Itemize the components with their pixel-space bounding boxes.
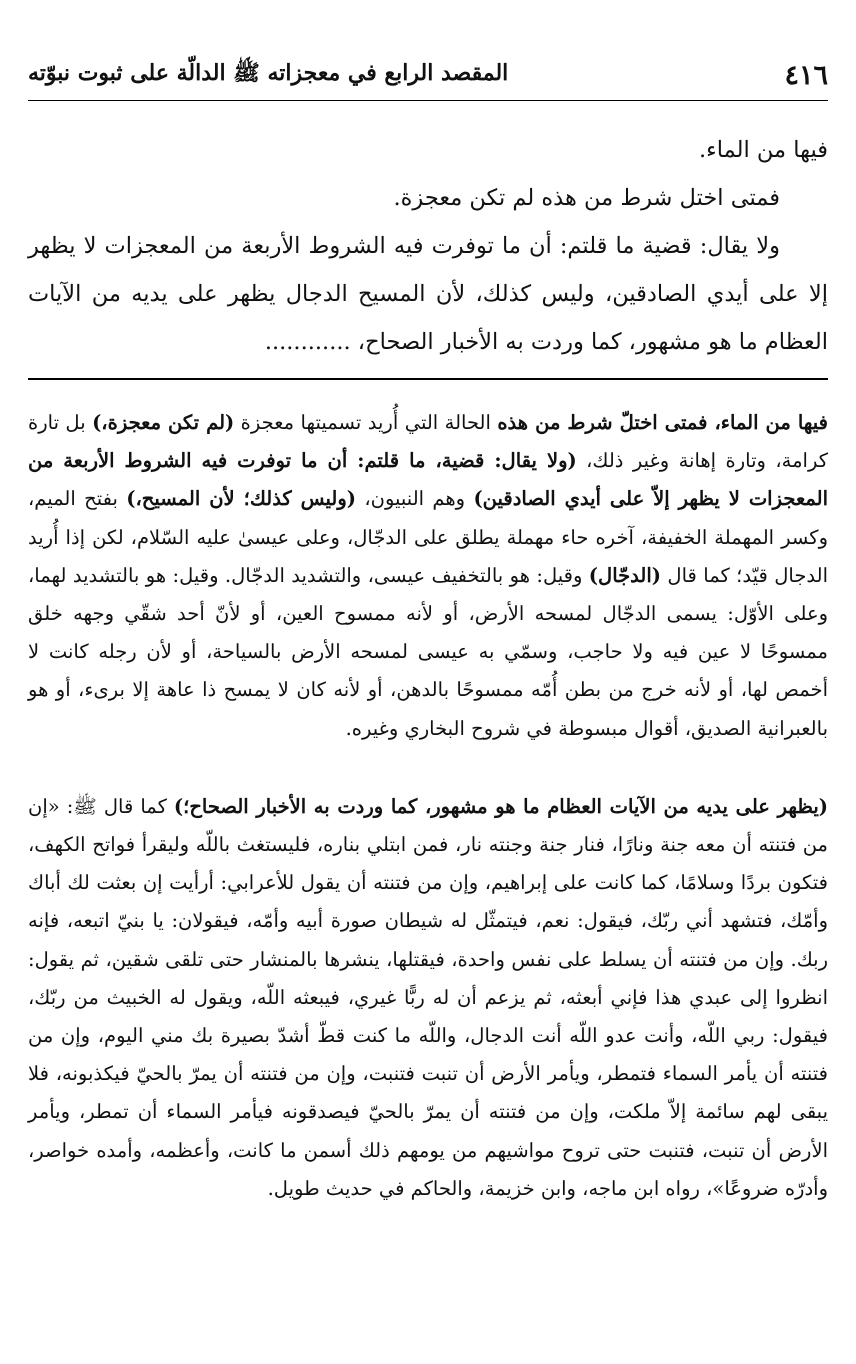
commentary-text: وهم النبيون، xyxy=(356,487,474,511)
quoted-main-text: (يظهر على يديه من الآيات العظام ما هو مشهور، كما وردت به الأخبار الصحاح؛) xyxy=(173,794,828,818)
page-header xyxy=(28,50,828,101)
commentary-block xyxy=(28,404,828,1208)
main-paragraph: فمتى اختل شرط من هذه لم تكن معجزة. xyxy=(393,185,780,211)
quoted-main-text: (لم تكن معجزة،) xyxy=(92,411,235,434)
main-paragraph: فيها من الماء. xyxy=(699,137,828,163)
quoted-main-text: (ولا يقال: قضية، ما قلتم: أن ما توفرت فيه الشروط الأربعة من المعجزات لا يظهر إلاّ على أيدي الصادقين) xyxy=(28,449,828,511)
commentary-text: بل تارة كرامة، وتارة إهانة وغير ذلك، xyxy=(28,411,828,473)
commentary-paragraph xyxy=(28,404,828,748)
commentary-paragraph xyxy=(28,788,828,1208)
footnote-separator xyxy=(28,378,828,380)
main-text-block xyxy=(28,126,828,366)
quoted-main-text: (الدجّال) xyxy=(588,563,662,587)
main-paragraph: ولا يقال: قضية ما قلتم: أن ما توفرت فيه الشروط الأربعة من المعجزات لا يظهر إلا على أيدي الصادقين، وليس كذلك، لأن المسيح الدجال يظهر على يديه من الآيات العظام ما هو مشهور، كما وردت به الأخبار الصحاح، ............ xyxy=(28,233,828,355)
commentary-text: وقيل: هو بالتخفيف عيسى، والتشديد الدجّال. وقيل: هو بالتشديد لهما، وعلى الأوّل: يسمى الدجّال لمسحه الأرض، أو لأنه ممسوح العين، أو لأنّ أحد شقّي وجهه خلق ممسوحًا لا عين فيه ولا حاجب، وسمّي به عيسى لمسحه الأرض بالسياحة، أو لأن رجله كانت لا أخمص لها، أو لأنه خرج من بطن أُمّه ممسوحًا بالدهن، أو لأنه كان لا يمسح ذا عاهة إلا برىء، أو هو بالعبرانية الصديق، أقوال مبسوطة في شروح البخاري وغيره. xyxy=(28,563,828,740)
quoted-main-text: (وليس كذلك؛ لأن المسيح،) xyxy=(126,487,356,511)
commentary-text: كما قال ﷺ: «إن من فتنته أن معه جنة ونارًا، فنار جنة وجنته نار، فمن ابتلي بناره، فليستغث باللّه وليقرأ فواتح الكهف، فتكون بردًا وسلامًا، كما كانت على إبراهيم، وإن من فتنته أن يقول للأعرابي: أرأيت إن بعثت لك أباك وأمّك، فتشهد أني ربّك، فيقول: نعم، فيتمثّل له شيطان صورة أبيه وأمّه، فيقولان: يا بنيّ اتبعه، فإنه ربك. وإن من فتنته أن يسلط على نفس واحدة، فيقتلها، ينشرها بالمنشار حتى تلقى شقين، ثم يقول: انظروا إلى عبدي هذا فإني أبعثه، ثم يزعم أن له ربًّا غيري، فيبعثه اللّه، ويقول له الخبيث من ربّك، فيقول: ربي اللّه، وأنت عدو اللّه أنت الدجال، واللّه ما كنت قطّ أشدّ بصيرة بك مني اليوم، وإن من فتنته أن يأمر السماء فتمطر، ويأمر الأرض أن تنبت فتنبت، وإن من فتنته أن يمرّ بالحيّ فيكذبونه، فلا يبقى لهم سائمة إلاّ ملكت، وإن من فتنته أن يمرّ بالحيّ فيصدقونه فيأمر السماء أن تمطر، ويأمر الأرض أن تنبت، فتنبت حتى تروح مواشيهم من يومهم ذلك أسمن ما كانت، وأعظمه، وأمده خواصر، وأدرّه ضروعًا»، رواه ابن ماجه، وابن خزيمة، والحاكم في حديث طويل. xyxy=(28,794,828,1200)
quoted-main-text: فيها من الماء، فمتى اختلّ شرط من هذه xyxy=(497,411,828,434)
commentary-text: بفتح الميم، وكسر المهملة الخفيفة، آخره حاء مهملة يطلق على الدجّال، وعلى عيسىٰ عليه السّلام، لكن إذا أُريد الدجال قيّد؛ كما قال xyxy=(28,487,828,587)
page-number: ٤١٦ xyxy=(784,59,828,91)
running-title: المقصد الرابع في معجزاته ﷺ الدالّة على ثبوت نبوّته xyxy=(28,60,509,86)
commentary-text: الحالة التي أُريد تسميتها معجزة xyxy=(234,411,498,434)
